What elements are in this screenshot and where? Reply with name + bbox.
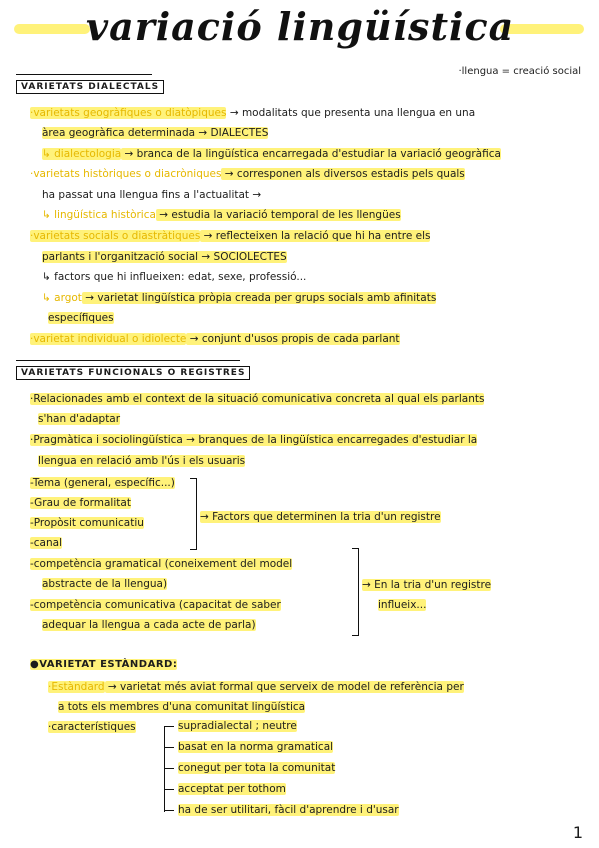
factor-item: -Propòsit comunicatiu: [30, 517, 144, 529]
tree-branch: [164, 768, 174, 769]
factors-bracket: [190, 478, 197, 550]
term-label: ·varietats socials o diastràtiques: [30, 230, 201, 242]
section-heading-estandard: ●VARIETAT ESTÀNDARD:: [30, 659, 178, 670]
feature-item: basat en la norma gramatical: [178, 741, 334, 753]
competence-line: adequar la llengua a cada acte de parla): [42, 619, 256, 631]
competence-line: -competència gramatical (coneixement del model: [30, 558, 293, 570]
line-text: àrea geogràfica determinada → DIALECTES: [42, 127, 269, 139]
text-line: [48, 680, 464, 694]
text-line: [38, 454, 245, 468]
competence-line: -competència comunicativa (capacitat de saber: [30, 599, 281, 611]
term-def: → branca de la lingüística encarregada d'estudiar la variació geogràfica: [121, 148, 501, 160]
line-text: llengua en relació amb l'ús i els usuaris: [38, 455, 246, 467]
tree-branch: [164, 726, 174, 727]
term-def: → conjunt d'usos propis de cada parlant: [186, 333, 400, 345]
term-label: ↳ argot: [42, 292, 82, 304]
feature-item: supradialectal ; neutre: [178, 720, 297, 732]
factor-item: -Grau de formalitat: [30, 497, 131, 509]
section-divider: [16, 360, 240, 361]
text-line: [42, 126, 268, 140]
text-line: [30, 392, 484, 406]
competence-bracket: [352, 548, 359, 636]
text-line: [30, 106, 475, 120]
term-label: ·varietats històriques o diacròniques: [30, 168, 222, 180]
line-text: ·Pragmàtica i sociolingüística → branques de la lingüística encarregades d'estudiar la: [30, 434, 478, 446]
line-text: s'han d'adaptar: [38, 413, 121, 425]
term-label: ·Estàndard: [48, 681, 105, 693]
term-def: → modalitats que presenta una llengua en una: [226, 107, 476, 119]
term-def: → varietat lingüística pròpia creada per grups socials amb afinitats: [81, 292, 437, 304]
section-divider: [16, 74, 152, 75]
term-def: → estudia la variació temporal de les llengües: [155, 209, 401, 221]
factor-item: -canal: [30, 537, 63, 549]
text-line: [42, 270, 306, 284]
term-def: → varietat més aviat formal que serveix de model de referència per: [104, 681, 464, 693]
text-line: [38, 412, 120, 426]
title-highlight: [14, 24, 90, 34]
page-number: 1: [572, 823, 583, 842]
feature-item: ha de ser utilitari, fàcil d'aprendre i d'usar: [178, 804, 399, 816]
text-line: a tots els membres d'una comunitat lingüística: [58, 701, 306, 713]
text-line: [30, 229, 430, 243]
section-heading-dialectals: VARIETATS DIALECTALS: [16, 80, 164, 94]
feature-item: conegut per tota la comunitat: [178, 762, 336, 774]
factors-result: → Factors que determinen la tria d'un registre: [200, 511, 441, 523]
header-note: ·llengua = creació social: [458, 66, 581, 77]
line-text: ↳ factors que hi influeixen: edat, sexe, professió...: [42, 271, 307, 283]
text-line: [42, 188, 261, 202]
line-text: específiques: [48, 312, 114, 324]
text-line: [42, 208, 401, 222]
text-line: [30, 332, 400, 346]
line-text: ha passat una llengua fins a l'actualitat →: [42, 189, 262, 201]
text-line: [42, 250, 287, 264]
text-line: [42, 291, 436, 305]
term-label: ↳ lingüística històrica: [42, 209, 156, 221]
factor-item: -Tema (general, específic...): [30, 477, 175, 489]
text-line: [30, 167, 465, 181]
competence-line: abstracte de la llengua): [42, 578, 168, 590]
tree-branch: [164, 789, 174, 790]
line-text: ·Relacionades amb el context de la situació comunicativa concreta al qual els parlants: [30, 393, 485, 405]
section-heading-funcionals: VARIETATS FUNCIONALS O REGISTRES: [16, 366, 250, 380]
line-text: parlants i l'organització social → SOCIOLECTES: [42, 251, 287, 263]
text-line: [48, 311, 114, 325]
term-def: → reflecteixen la relació que hi ha entre els: [200, 230, 431, 242]
feature-item: acceptat per tothom: [178, 783, 286, 795]
term-def: → corresponen als diversos estadis pels quals: [221, 168, 465, 180]
text-line: [30, 433, 477, 447]
term-label: ·varietats geogràfiques o diatòpiques: [30, 107, 227, 119]
tree-branch: [164, 810, 174, 811]
text-line: ·característiques: [48, 721, 136, 733]
competence-result: influeix...: [378, 599, 427, 611]
page-title: variació lingüística: [86, 4, 515, 49]
competence-result: → En la tria d'un registre: [362, 579, 492, 591]
tree-branch: [164, 747, 174, 748]
term-label: ↳ dialectologia: [42, 148, 122, 160]
term-label: ·varietat individual o idiolecte: [30, 333, 187, 345]
text-line: [42, 147, 501, 161]
